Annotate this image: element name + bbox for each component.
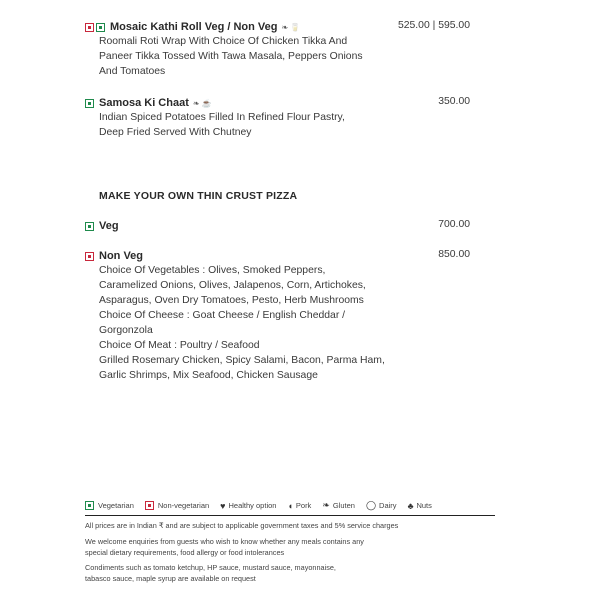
item-description (99, 110, 470, 140)
item-name: Mosaic Kathi Roll Veg / Non Veg (110, 21, 278, 33)
legend-label: Nuts (416, 501, 432, 510)
description-line: And Tomatoes (99, 66, 166, 77)
dietary-legend (85, 500, 500, 511)
menu-item-kathi-roll (85, 20, 470, 79)
menu-item-pizza-nonveg (85, 249, 470, 383)
legend-label: Pork (295, 501, 312, 510)
nut-icon: ♣ (407, 500, 414, 511)
description-line: Deep Fried Served With Chutney (99, 127, 252, 138)
note-line: tabasco sauce, maple syrup are available on request (85, 574, 256, 583)
diet-marks (85, 252, 96, 261)
nuts-icon: ☕ (201, 98, 212, 108)
heart-icon: ♥ (220, 500, 226, 511)
legend-item-gluten (322, 500, 355, 511)
legend-item-dairy (366, 500, 397, 511)
description-line: Choice Of Vegetables : Olives, Smoked Peppers, (99, 265, 326, 276)
description-line: Choice Of Cheese : Goat Cheese / English Cheddar / (99, 310, 346, 321)
veg-icon (85, 222, 94, 231)
description-line: Caramelized Onions, Olives, Jalapenos, Corn, Artichokes, (99, 280, 366, 291)
item-price: 850.00 (438, 249, 470, 260)
legend-item-pork (287, 501, 311, 511)
note-enquiries (85, 536, 485, 558)
note-prices: All prices are in Indian ₹ and are subject to applicable government taxes and 5% service charges (85, 521, 399, 530)
item-price: 700.00 (438, 219, 470, 230)
legend-divider (85, 515, 495, 516)
legend-label: Dairy (379, 501, 397, 510)
milk-drop-icon: ◯ (365, 500, 377, 510)
description-line: Gorgonzola (99, 325, 153, 336)
note-line: Condiments such as tomato ketchup, HP sauce, mustard sauce, mayonnaise, (85, 563, 336, 572)
diet-marks (85, 99, 96, 108)
menu-item-samosa-chaat (85, 96, 470, 140)
description-line: Paneer Tikka Tossed With Tawa Masala, Peppers Onions (99, 51, 363, 62)
item-name: Non Veg (99, 250, 144, 262)
legend-label: Gluten (332, 501, 355, 510)
legend-label: Healthy option (228, 501, 277, 510)
pork-icon: ◖ (287, 500, 293, 511)
description-line: Grilled Rosemary Chicken, Spicy Salami, Bacon, Parma Ham, (99, 355, 385, 366)
description-line: Indian Spiced Potatoes Filled In Refined Flour Pastry, (99, 112, 345, 123)
gluten-icon: ❧ (192, 98, 200, 108)
veg-icon (96, 23, 105, 32)
legend-label: Non-vegetarian (157, 501, 210, 510)
non-veg-icon (85, 23, 94, 32)
item-price: 350.00 (438, 96, 470, 107)
note-line: We welcome enquiries from guests who wish to know whether any meals contains any (85, 537, 364, 546)
legend-item-nonveg (145, 501, 209, 510)
section-title-pizza: MAKE YOUR OWN THIN CRUST PIZZA (99, 190, 298, 202)
note-line: special dietary requirements, food allergy or food intolerances (85, 548, 285, 557)
item-price: 525.00 | 595.00 (397, 20, 470, 31)
legend-item-healthy (220, 501, 276, 511)
item-description (99, 34, 470, 79)
description-line: Garlic Shrimps, Mix Seafood, Chicken Sausage (99, 370, 318, 381)
description-line: Choice Of Meat : Poultry / Seafood (99, 340, 260, 351)
legend-label: Vegetarian (98, 501, 134, 510)
non-veg-icon (145, 501, 154, 510)
description-line: Asparagus, Oven Dry Tomatoes, Pesto, Herb Mushrooms (99, 295, 364, 306)
item-name: Samosa Ki Chaat (99, 97, 189, 109)
item-name: Veg (99, 220, 119, 232)
note-condiments (85, 562, 485, 584)
legend-item-vegetarian (85, 501, 134, 510)
diet-marks (85, 23, 107, 32)
menu-item-pizza-veg (85, 219, 470, 233)
wheat-icon: ❧ (322, 500, 330, 510)
gluten-icon: ❧ (281, 22, 289, 32)
dairy-icon: 🥛 (290, 22, 301, 32)
diet-marks (85, 222, 96, 231)
description-line: Roomali Roti Wrap With Choice Of Chicken Tikka And (99, 36, 348, 47)
non-veg-icon (85, 252, 94, 261)
veg-icon (85, 99, 94, 108)
item-description (99, 263, 470, 383)
legend-item-nuts (408, 501, 432, 511)
veg-icon (85, 501, 94, 510)
